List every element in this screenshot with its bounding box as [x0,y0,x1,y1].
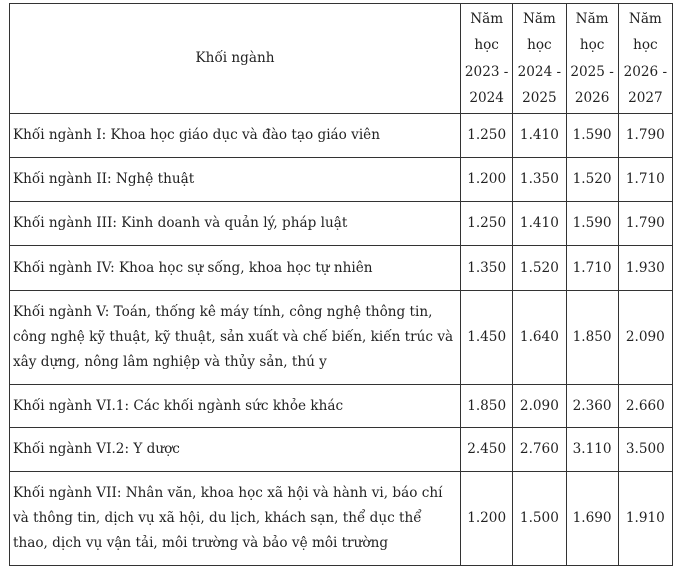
cell-value: 1.640 [513,291,566,385]
table-header-row [10,4,673,114]
table-row [10,246,673,291]
cell-value: 1.520 [513,246,566,291]
cell-value: 1.590 [566,202,618,246]
header-year-2025 [566,4,618,114]
row-label: Khối ngành I: Khoa học giáo dục và đào tạo giáo viên [10,114,461,158]
header-year-line: học [474,37,499,53]
cell-value: 1.350 [461,246,513,291]
table-row [10,472,673,566]
cell-value: 1.200 [461,158,513,202]
cell-value: 1.200 [461,472,513,566]
header-year-line: 2025 - [570,63,614,80]
cell-value: 1.410 [513,202,566,246]
cell-value: 1.590 [566,114,618,158]
header-year-line: 2024 - [517,63,562,80]
cell-value: 3.110 [566,428,618,472]
table-row [10,385,673,428]
row-label: Khối ngành II: Nghệ thuật [10,158,461,202]
row-label: Khối ngành IV: Khoa học sự sống, khoa học tự nhiên [10,246,461,291]
header-year-line: 2024 [469,90,504,106]
cell-value: 1.790 [618,114,672,158]
header-year-line: 2027 [628,90,663,106]
row-label: Khối ngành V: Toán, thống kê máy tính, công nghệ thông tin, công nghệ kỹ thuật, kỹ thuật, sản xuất và chế biến, kiến trúc và xây dựng, nông lâm nghiệp và thủy sản, thú y [10,291,461,385]
cell-value: 1.710 [618,158,672,202]
cell-value: 1.690 [566,472,618,566]
table-row [10,428,673,472]
header-year-2024 [513,4,566,114]
row-label: Khối ngành III: Kinh doanh và quản lý, pháp luật [10,202,461,246]
cell-value: 1.410 [513,114,566,158]
table-row [10,114,673,158]
cell-value: 1.250 [461,202,513,246]
cell-value: 1.850 [461,385,513,428]
header-year-2026 [618,4,672,114]
header-year-line: 2023 - [464,63,509,80]
header-khoi-nganh: Khối ngành [10,4,461,114]
header-year-line: Năm [575,10,609,27]
cell-value: 3.500 [618,428,672,472]
cell-value: 1.450 [461,291,513,385]
cell-value: 1.910 [618,472,672,566]
cell-value: 1.790 [618,202,672,246]
table-row [10,202,673,246]
cell-value: 1.250 [461,114,513,158]
row-label: Khối ngành VII: Nhân văn, khoa học xã hội và hành vi, báo chí và thông tin, dịch vụ xã hội, du lịch, khách sạn, thể dục thể thao, dịch vụ vận tải, môi trường và bảo vệ môi trường [10,472,461,566]
header-year-line: học [579,37,605,53]
header-year-2023 [461,4,513,114]
cell-value: 2.450 [461,428,513,472]
cell-value: 1.930 [618,246,672,291]
header-year-line: Năm [470,10,504,27]
table-row [10,158,673,202]
cell-value: 2.090 [513,385,566,428]
header-year-line: 2026 [574,90,610,106]
header-year-line: học [633,37,658,53]
cell-value: 2.090 [618,291,672,385]
table-row [10,291,673,385]
cell-value: 1.710 [566,246,618,291]
tuition-table [9,3,673,566]
header-year-line: 2026 - [623,63,668,80]
cell-value: 1.500 [513,472,566,566]
row-label: Khối ngành VI.2: Y dược [10,428,461,472]
header-year-line: 2025 [522,90,557,106]
cell-value: 1.520 [566,158,618,202]
cell-value: 2.760 [513,428,566,472]
cell-value: 2.360 [566,385,618,428]
header-year-line: học [527,37,552,53]
row-label: Khối ngành VI.1: Các khối ngành sức khỏe khác [10,385,461,428]
header-year-line: Năm [628,10,662,27]
header-year-line: Năm [522,10,556,27]
cell-value: 1.350 [513,158,566,202]
cell-value: 1.850 [566,291,618,385]
cell-value: 2.660 [618,385,672,428]
